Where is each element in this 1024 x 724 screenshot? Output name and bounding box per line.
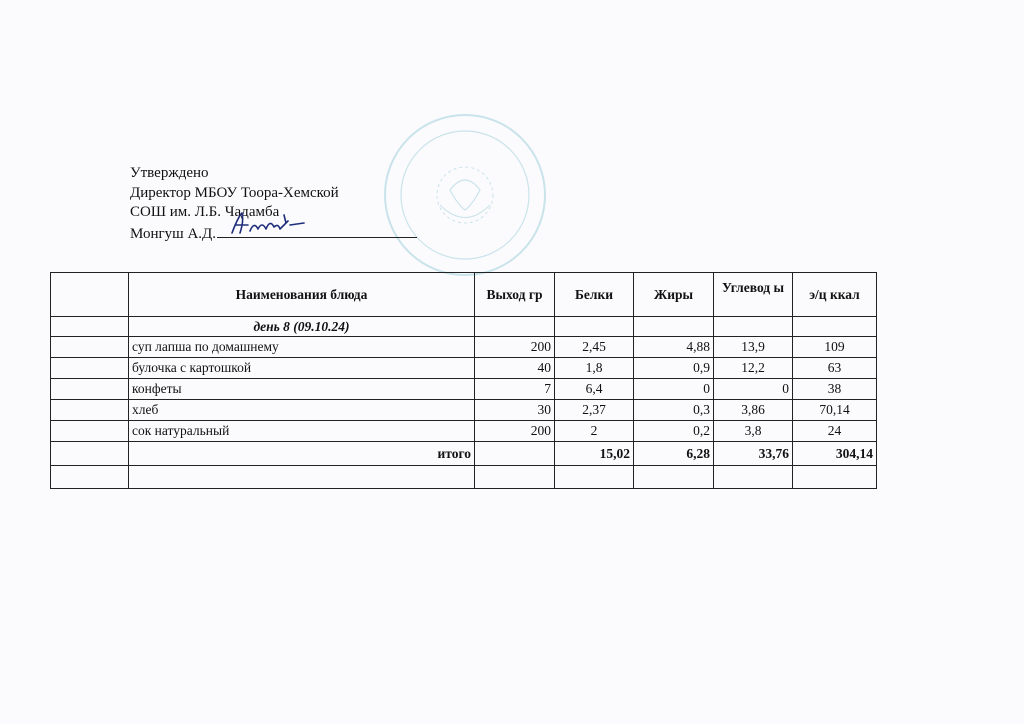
energy-value: 24 (793, 421, 877, 442)
row-empty-cell (51, 421, 129, 442)
total-carbs: 33,76 (714, 442, 793, 466)
total-protein: 15,02 (555, 442, 634, 466)
empty-cell (51, 466, 129, 489)
carbs-value: 13,9 (714, 337, 793, 358)
fat-value: 0,3 (634, 400, 714, 421)
total-empty-cell (51, 442, 129, 466)
day-row (51, 317, 877, 337)
fat-value: 0,2 (634, 421, 714, 442)
energy-value: 109 (793, 337, 877, 358)
header-energy: э/ц ккал (793, 273, 877, 317)
fat-value: 0,9 (634, 358, 714, 379)
empty-cell (634, 466, 714, 489)
table-row (51, 421, 877, 442)
total-row (51, 442, 877, 466)
day-empty-cell (51, 317, 129, 337)
table-row (51, 337, 877, 358)
energy-value: 70,14 (793, 400, 877, 421)
signer-line (130, 223, 417, 245)
approval-block (130, 164, 417, 244)
protein-value: 1,8 (555, 358, 634, 379)
header-protein: Белки (555, 273, 634, 317)
carbs-value: 0 (714, 379, 793, 400)
empty-cell (714, 466, 793, 489)
day-empty-cell (475, 317, 555, 337)
day-label: день 8 (09.10.24) (129, 317, 475, 337)
dish-name: хлеб (129, 400, 475, 421)
row-empty-cell (51, 400, 129, 421)
yield-value: 200 (475, 337, 555, 358)
fat-value: 0 (634, 379, 714, 400)
empty-cell (793, 466, 877, 489)
empty-cell (475, 466, 555, 489)
day-empty-cell (714, 317, 793, 337)
dish-name: сок натуральный (129, 421, 475, 442)
dish-name: конфеты (129, 379, 475, 400)
empty-cell (129, 466, 475, 489)
table-row (51, 358, 877, 379)
row-empty-cell (51, 379, 129, 400)
day-empty-cell (793, 317, 877, 337)
carbs-value: 12,2 (714, 358, 793, 379)
header-dish: Наименования блюда (129, 273, 475, 317)
table-row (51, 379, 877, 400)
total-empty-cell (475, 442, 555, 466)
signature-area (216, 223, 417, 245)
header-empty-cell (51, 273, 129, 317)
energy-value: 38 (793, 379, 877, 400)
table-row (51, 400, 877, 421)
header-fat: Жиры (634, 273, 714, 317)
row-empty-cell (51, 358, 129, 379)
total-label: итого (129, 442, 475, 466)
protein-value: 2 (555, 421, 634, 442)
carbs-value: 3,8 (714, 421, 793, 442)
total-fat: 6,28 (634, 442, 714, 466)
table-header-row (51, 273, 877, 317)
dish-name: булочка с картошкой (129, 358, 475, 379)
handwritten-signature-icon (228, 209, 308, 239)
energy-value: 63 (793, 358, 877, 379)
fat-value: 4,88 (634, 337, 714, 358)
carbs-value: 3,86 (714, 400, 793, 421)
row-empty-cell (51, 337, 129, 358)
director-line: Директор МБОУ Тоора-Хемской (130, 184, 339, 201)
day-empty-cell (555, 317, 634, 337)
empty-cell (555, 466, 634, 489)
school-line: СОШ им. Л.Б. Чадамба (130, 204, 280, 220)
empty-row (51, 466, 877, 489)
total-energy: 304,14 (793, 442, 877, 466)
yield-value: 30 (475, 400, 555, 421)
protein-value: 2,37 (555, 400, 634, 421)
yield-value: 7 (475, 379, 555, 400)
signer-name: Монгуш А.Д. (130, 225, 217, 242)
header-carbs: Углевод ы (714, 273, 793, 317)
approved-label: Утверждено (130, 165, 209, 181)
protein-value: 2,45 (555, 337, 634, 358)
dish-name: суп лапша по домашнему (129, 337, 475, 358)
yield-value: 200 (475, 421, 555, 442)
protein-value: 6,4 (555, 379, 634, 400)
header-yield: Выход гр (475, 273, 555, 317)
day-empty-cell (634, 317, 714, 337)
yield-value: 40 (475, 358, 555, 379)
menu-table (50, 272, 877, 489)
